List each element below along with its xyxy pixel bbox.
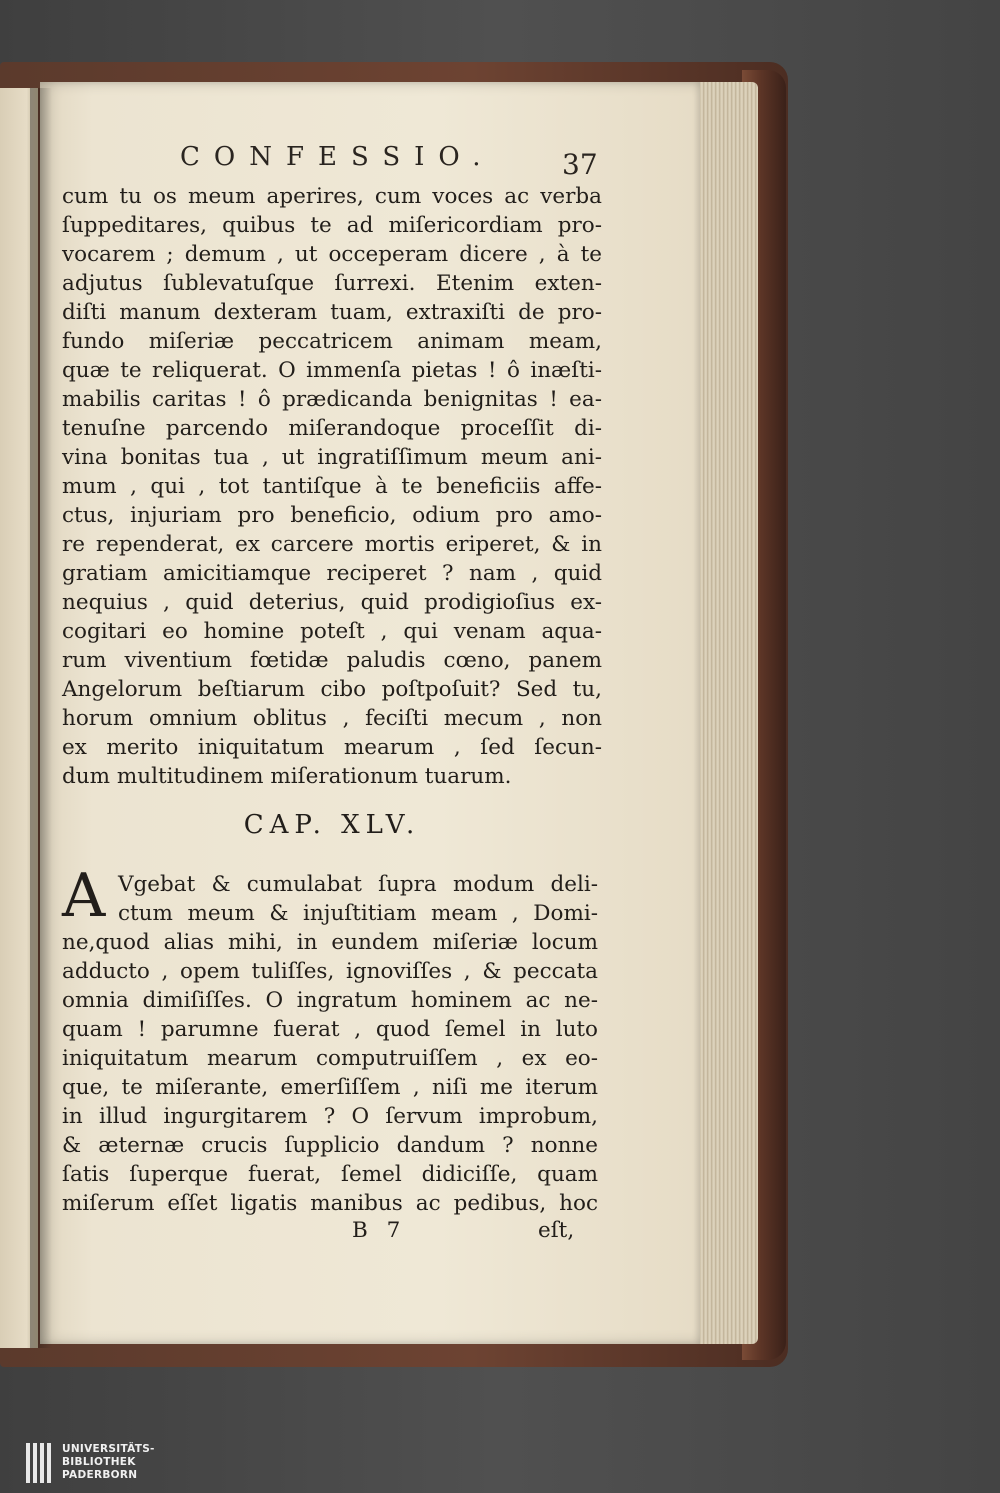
paragraph-1 [62, 182, 602, 791]
running-title: CONFESSIO. [180, 142, 495, 172]
text-line: iniquitatum mearum computruiſſem , ex eo- [62, 1046, 598, 1071]
text-line: ne,quod alias mihi, in eundem miſeriæ locum [62, 930, 598, 955]
logo-bars-icon [26, 1443, 54, 1483]
page-header [0, 142, 1000, 182]
text-line: horum omnium oblitus , feciſti mecum , non [62, 706, 602, 731]
text-line: rum viventium fœtidæ paludis cœno, panem [62, 648, 602, 673]
catchword: eſt, [538, 1218, 575, 1243]
drop-cap: A [62, 861, 106, 931]
text-line: ſatis ſuperque fuerat, ſemel didiciſſe, quam [62, 1162, 598, 1187]
logo-line: BIBLIOTHEK [62, 1456, 136, 1468]
page-number: 37 [562, 148, 598, 181]
page-footer [62, 1218, 602, 1248]
text-line: vina bonitas tua , ut ingratiſſimum meum ani- [62, 445, 602, 470]
text-line: Vgebat & cumulabat ſupra modum deli- [118, 872, 598, 897]
text-line: ex merito iniquitatum mearum , ſed ſecun- [62, 735, 602, 760]
text-line: cogitari eo homine poteſt , qui venam aqua- [62, 619, 602, 644]
text-line: & æternæ crucis ſupplicio dandum ? nonne [62, 1133, 598, 1158]
logo-line: PADERBORN [62, 1469, 138, 1481]
text-line: fundo miſeriæ peccatricem animam meam, [62, 329, 602, 354]
text-line: adducto , opem tuliſſes, ignoviſſes , & peccata [62, 959, 598, 984]
text-line: in illud ingurgitarem ? O ſervum improbum, [62, 1104, 598, 1129]
text-line: Angelorum beſtiarum cibo poſtpoſuit? Sed tu, [62, 677, 602, 702]
library-logo [26, 1443, 156, 1485]
text-line: cum tu os meum aperires, cum voces ac verba [62, 184, 602, 209]
text-line: mum , qui , tot tantiſque à te beneficiis affe- [62, 474, 602, 499]
logo-text [62, 1443, 155, 1482]
text-line: miſerum eſſet ligatis manibus ac pedibus, hoc [62, 1191, 598, 1216]
text-line: ctus, injuriam pro beneficio, odium pro amo- [62, 503, 602, 528]
text-line: que, te miſerante, emerſiſſem , niſi me iterum [62, 1075, 598, 1100]
text-line: vocarem ; demum , ut occeperam dicere , à te [62, 242, 602, 267]
chapter-heading: CAP. XLV. [243, 810, 421, 840]
text-line: dum multitudinem miſerationum tuarum. [62, 764, 512, 789]
text-line: ctum meum & injuſtitiam meam , Domi- [118, 901, 598, 926]
text-line: adjutus ſublevatuſque ſurrexi. Etenim exten- [62, 271, 602, 296]
gutter-shadow [30, 88, 52, 1348]
text-line: nequius , quid deterius, quid prodigioſius ex- [62, 590, 602, 615]
text-line: quæ te reliquerat. O immenſa pietas ! ô inæſti- [62, 358, 602, 383]
text-line: tenuſne parcendo miſerandoque proceſſit di- [62, 416, 602, 441]
paragraph-2 [62, 870, 598, 1218]
text-line: ſuppeditares, quibus te ad miſericordiam pro- [62, 213, 602, 238]
text-line: gratiam amicitiamque reciperet ? nam , quid [62, 561, 602, 586]
text-line: quam ! parumne fuerat , quod ſemel in luto [62, 1017, 598, 1042]
text-line: re rependerat, ex carcere mortis eriperet, & in [62, 532, 602, 557]
text-line: mabilis caritas ! ô prædicanda benignitas ! ea- [62, 387, 602, 412]
logo-line: UNIVERSITÄTS- [62, 1443, 155, 1455]
signature-mark: B 7 [352, 1218, 407, 1243]
text-line: diſti manum dexteram tuam, extraxiſti de pro- [62, 300, 602, 325]
text-line: omnia dimiſiſſes. O ingratum hominem ac ne- [62, 988, 598, 1013]
